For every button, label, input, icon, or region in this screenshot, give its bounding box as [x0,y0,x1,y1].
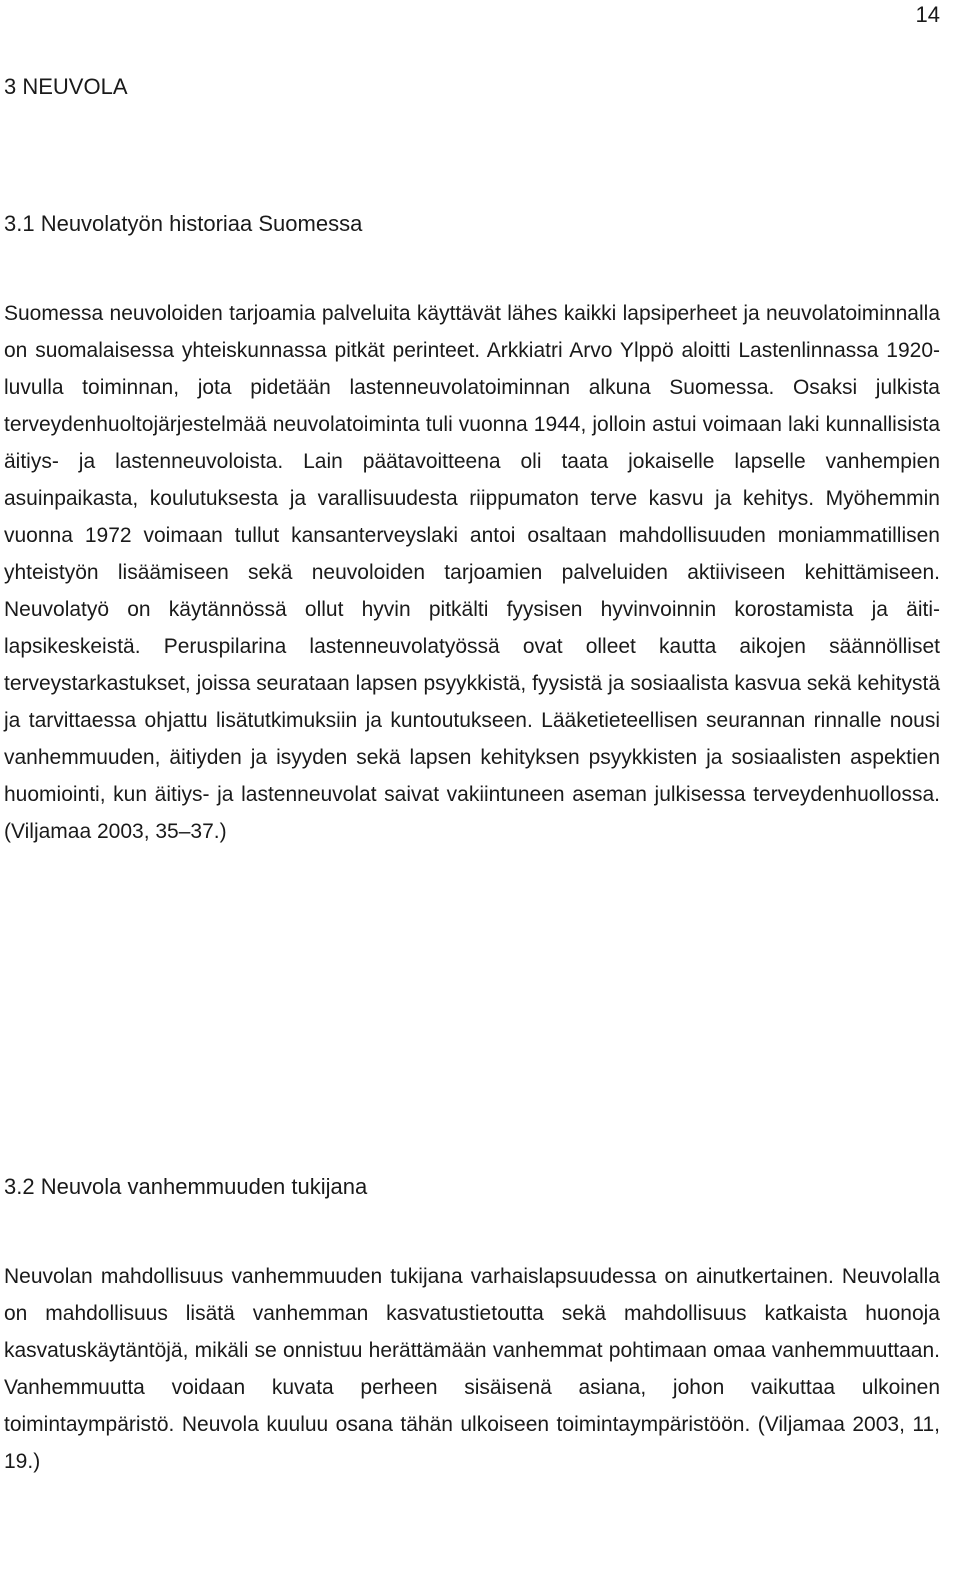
page-number: 14 [915,2,940,27]
paragraph-parenthood-support: Neuvolan mahdollisuus vanhemmuuden tukijana varhaislapsuudessa on ainutkertainen. Neuvolalla on mahdollisuus lisätä vanhemman kasvatustietoutta sekä mahdollisuus katkaista huonoja kasvatuskäytäntöjä, mikäli se onnistuu herättämään vanhemmat pohtimaan omaa vanhemmuuttaan. Vanhemmuutta voidaan kuvata perheen sisäisenä asiana, johon vaikuttaa ulkoinen toimintaympäristö. Neuvola kuuluu osana tähän ulkoiseen toimintaympäristöön. (Viljamaa 2003, 11, 19.) [4,1265,940,1473]
section-title-history: 3.1 Neuvolatyön historiaa Suomessa [4,211,363,236]
chapter-title: 3 NEUVOLA [4,74,128,99]
section-title-parenthood-support: 3.2 Neuvola vanhemmuuden tukijana [4,1174,368,1199]
paragraph-history: Suomessa neuvoloiden tarjoamia palveluita käyttävät lähes kaikki lapsiperheet ja neuvolatoiminnalla on suomalaisessa yhteiskunnassa pitkät perinteet. Arkkiatri Arvo Ylppö aloitti Lastenlinnassa 1920-luvulla toiminnan, jota pidetään lastenneuvolatoiminnan alkuna Suomessa. Osaksi julkista terveydenhuoltojärjestelmää neuvolatoiminta tuli vuonna 1944, jolloin astui voimaan laki kunnallisista äitiys- ja lastenneuvoloista. Lain päätavoitteena oli taata jokaiselle lapselle vanhempien asuinpaikasta, koulutuksesta ja varallisuudesta riippumaton terve kasvu ja kehitys. Myöhemmin vuonna 1972 voimaan tullut kansanterveyslaki antoi osaltaan mahdollisuuden moniammatillisen yhteistyön lisäämiseen sekä neuvoloiden tarjoamien palveluiden aktiiviseen kehittämiseen. Neuvolatyö on käytännössä ollut hyvin pitkälti fyysisen hyvinvoinnin korostamista ja äitilapsikeskeistä. Peruspilarina lastenneuvolatyössä ovat olleet kautta aikojen säännölliset terveystarkastukset, joissa seurataan lapsen psyykkistä, fyysistä ja sosiaalista kasvua sekä kehitystä ja tarvittaessa ohjattu lisätutkimuksiin ja kuntoutukseen. Lääketieteellisen seurannan rinnalle nousi vanhemmuuden, äitiyden ja isyyden sekä lapsen kehityksen psyykkisten ja sosiaalisten aspektien huomiointi, kun äitiys- ja lastenneuvolat saivat vakiintuneen aseman julkisessa terveydenhuollossa. (Viljamaa 2003, 35–37.) [4,302,940,843]
